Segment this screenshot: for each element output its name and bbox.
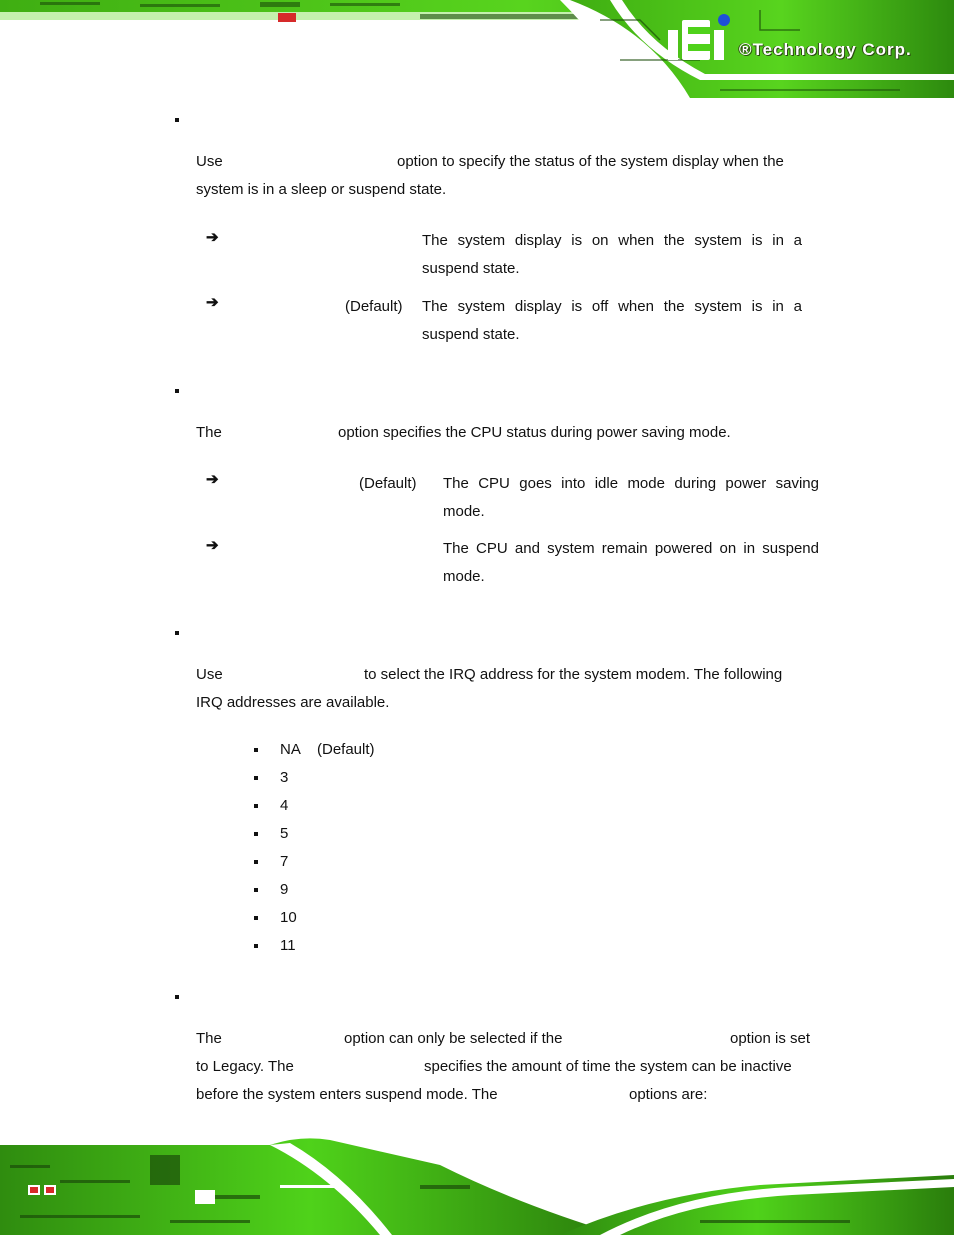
- paragraph-text: option is set: [730, 1030, 811, 1047]
- option-description: The system display is off when the system is in a: [422, 298, 802, 315]
- paragraph-text: options are:: [629, 1086, 708, 1103]
- default-label: (Default): [317, 741, 375, 758]
- list-item: 7: [280, 853, 289, 870]
- section-bullet: [175, 995, 179, 999]
- paragraph-text: option specifies the CPU status during power saving mode.: [338, 424, 731, 441]
- option-description: mode.: [443, 503, 485, 520]
- list-item: 4: [280, 797, 289, 814]
- option-description: The CPU goes into idle mode during power saving: [443, 475, 819, 492]
- paragraph-text: before the system enters suspend mode. The: [196, 1086, 498, 1103]
- option-description: suspend state.: [422, 260, 520, 277]
- option-description: mode.: [443, 568, 485, 585]
- list-bullet: [254, 888, 258, 892]
- paragraph-text: The: [196, 1030, 222, 1047]
- list-item: 11: [280, 937, 296, 954]
- list-bullet: [254, 916, 258, 920]
- arrow-right-icon: ➔: [206, 229, 219, 246]
- arrow-right-icon: ➔: [206, 537, 219, 554]
- section-bullet: [175, 389, 179, 393]
- paragraph-text: option to specify the status of the system display when the: [397, 153, 784, 170]
- list-bullet: [254, 832, 258, 836]
- page-footer: [0, 1135, 954, 1235]
- list-item: 3: [280, 769, 289, 786]
- brand-name: ®Technology Corp.: [739, 40, 912, 59]
- arrow-right-icon: ➔: [206, 471, 219, 488]
- list-bullet: [254, 748, 258, 752]
- option-description: The system display is on when the system is in a: [422, 232, 802, 249]
- list-bullet: [254, 804, 258, 808]
- option-description: suspend state.: [422, 326, 520, 343]
- paragraph-text: to Legacy. The: [196, 1058, 294, 1075]
- default-label: (Default): [345, 298, 403, 315]
- list-bullet: [254, 944, 258, 948]
- paragraph-text: option can only be selected if the: [344, 1030, 563, 1047]
- paragraph-text: specifies the amount of time the system can be inactive: [424, 1058, 792, 1075]
- paragraph-text: The: [196, 424, 222, 441]
- list-item: 9: [280, 881, 289, 898]
- paragraph-text: system is in a sleep or suspend state.: [196, 181, 447, 198]
- paragraph-text: Use: [196, 666, 223, 683]
- page-header: [0, 0, 954, 98]
- section-bullet: [175, 631, 179, 635]
- arrow-right-icon: ➔: [206, 294, 219, 311]
- paragraph-text: Use: [196, 153, 223, 170]
- list-item: 10: [280, 909, 297, 926]
- list-bullet: [254, 860, 258, 864]
- list-item: NA: [280, 741, 301, 758]
- paragraph-text: IRQ addresses are available.: [196, 694, 390, 711]
- default-label: (Default): [359, 475, 417, 492]
- section-bullet: [175, 118, 179, 122]
- option-description: The CPU and system remain powered on in suspend: [443, 540, 819, 557]
- list-item: 5: [280, 825, 289, 842]
- paragraph-text: to select the IRQ address for the system modem. The following: [364, 666, 783, 683]
- list-bullet: [254, 776, 258, 780]
- footer-pcb-graphic: [0, 1135, 954, 1235]
